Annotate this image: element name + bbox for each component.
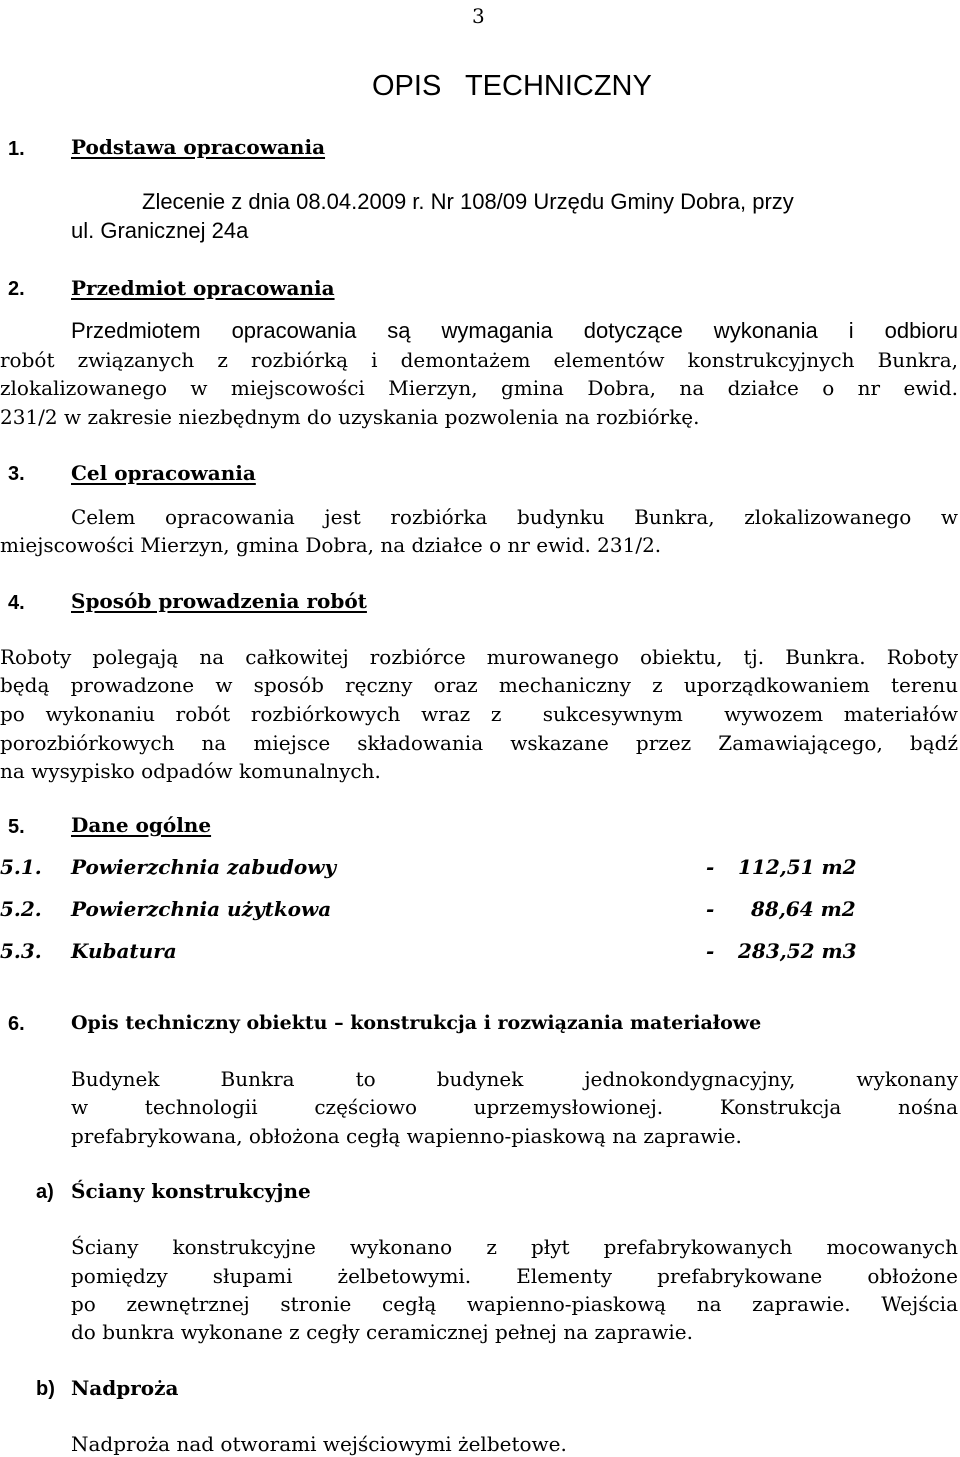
section-2-line: 231/2 w zakresie niezbędnym do uzyskania pozwolenia na rozbiórkę. xyxy=(0,405,700,429)
section-1-line: Zlecenie z dnia 08.04.2009 r. Nr 108/09 Urzędu Gminy Dobra, przy xyxy=(142,189,794,214)
data-item-value: 112,51 m2 xyxy=(738,855,857,879)
section-4-line: porozbiórkowych na miejsce składowania wskazane przez Zamawiającego, bądź xyxy=(0,731,958,755)
data-item-dash: - xyxy=(706,897,715,921)
section-6-number: 6. xyxy=(8,1013,25,1035)
subsection-a-line: do bunkra wykonane z cegły ceramicznej pełnej na zaprawie. xyxy=(71,1320,693,1344)
section-3-number: 3. xyxy=(8,463,25,485)
subsection-b-heading: Nadproża xyxy=(71,1376,179,1400)
section-2-line: Przedmiotem opracowania są wymagania dotyczące wykonania i odbioru xyxy=(71,318,958,343)
data-item-label: Powierzchnia zabudowy xyxy=(71,855,337,879)
document-title: OPIS TECHNICZNY xyxy=(372,70,652,102)
section-4-line: będą prowadzone w sposób ręczny oraz mechaniczny z uporządkowaniem terenu xyxy=(0,673,958,697)
section-4-line: po wykonaniu robót rozbiórkowych wraz z sukcesywnym wywozem materiałów xyxy=(0,702,958,726)
section-3-line: Celem opracowania jest rozbiórka budynku Bunkra, zlokalizowanego w xyxy=(71,505,958,529)
section-6-heading: Opis techniczny obiektu – konstrukcja i rozwiązania materiałowe xyxy=(71,1012,762,1034)
section-1-number: 1. xyxy=(8,138,25,160)
subsection-a-line: Ściany konstrukcyjne wykonano z płyt prefabrykowanych mocowanych xyxy=(71,1235,958,1259)
section-2-number: 2. xyxy=(8,278,25,300)
section-4-number: 4. xyxy=(8,592,25,614)
data-item-value: 88,64 m2 xyxy=(751,897,856,921)
subsection-b-line: Nadproża nad otworami wejściowymi żelbetowe. xyxy=(71,1432,567,1456)
data-item-number: 5.2. xyxy=(0,897,42,921)
section-3-line: miejscowości Mierzyn, gmina Dobra, na działce o nr ewid. 231/2. xyxy=(0,533,662,557)
data-item-number: 5.1. xyxy=(0,855,42,879)
section-4-line: na wysypisko odpadów komunalnych. xyxy=(0,759,381,783)
section-2-line: zlokalizowanego w miejscowości Mierzyn, gmina Dobra, na działce o nr ewid. xyxy=(0,376,958,400)
page-number: 3 xyxy=(472,4,485,28)
subsection-a-line: pomiędzy słupami żelbetowymi. Elementy prefabrykowane obłożone xyxy=(71,1264,958,1288)
subsection-a-letter: a) xyxy=(36,1181,54,1203)
section-3-heading: Cel opracowania xyxy=(71,461,256,485)
data-item-label: Kubatura xyxy=(71,939,177,963)
subsection-a-line: po zewnętrznej stronie cegłą wapienno-piaskową na zaprawie. Wejścia xyxy=(71,1292,958,1316)
section-2-line: robót związanych z rozbiórką i demontażem elementów konstrukcyjnych Bunkra, xyxy=(0,348,958,372)
section-1-heading: Podstawa opracowania xyxy=(71,135,326,159)
data-item-label: Powierzchnia użytkowa xyxy=(71,897,332,921)
subsection-b-letter: b) xyxy=(36,1378,55,1400)
data-item-dash: - xyxy=(706,939,715,963)
data-item-value: 283,52 m3 xyxy=(738,939,857,963)
section-5-number: 5. xyxy=(8,816,25,838)
section-6-line: w technologii częściowo uprzemysłowionej. Konstrukcja nośna xyxy=(71,1095,958,1119)
section-1-line: ul. Granicznej 24a xyxy=(71,218,249,243)
section-6-line: Budynek Bunkra to budynek jednokondygnacyjny, wykonany xyxy=(71,1067,958,1091)
section-2-heading: Przedmiot opracowania xyxy=(71,276,335,300)
data-item-number: 5.3. xyxy=(0,939,42,963)
data-item-dash: - xyxy=(706,855,715,879)
section-5-heading: Dane ogólne xyxy=(71,813,212,837)
subsection-a-heading: Ściany konstrukcyjne xyxy=(71,1179,311,1203)
section-4-heading: Sposób prowadzenia robót xyxy=(71,589,367,613)
section-6-line: prefabrykowana, obłożona cegłą wapienno-piaskową na zaprawie. xyxy=(71,1124,742,1148)
section-4-line: Roboty polegają na całkowitej rozbiórce murowanego obiektu, tj. Bunkra. Roboty xyxy=(0,645,958,669)
